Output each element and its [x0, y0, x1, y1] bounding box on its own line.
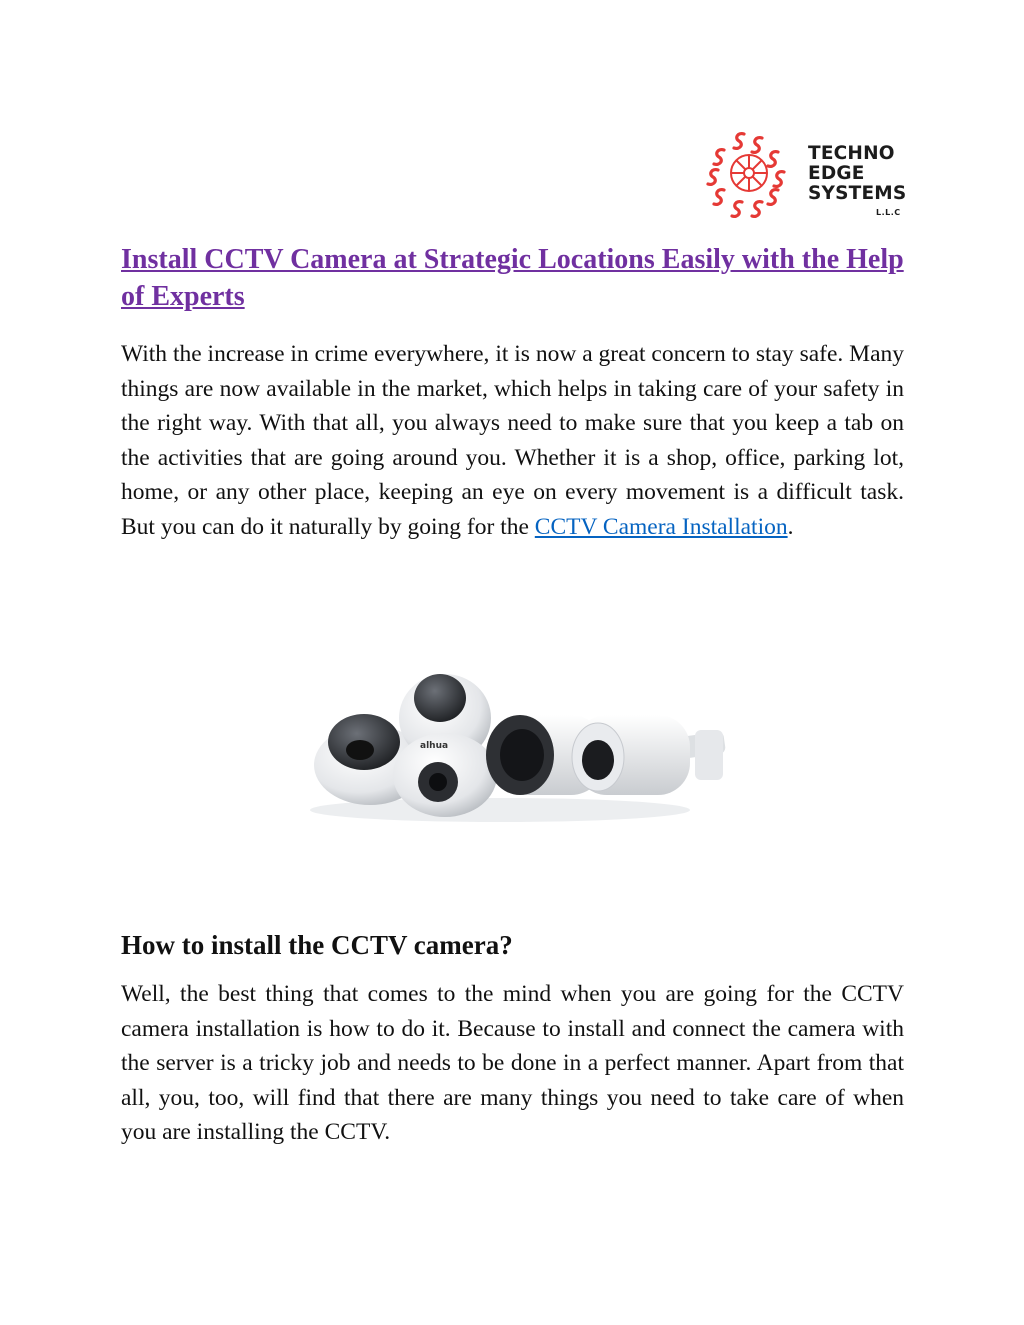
- intro-text: With the increase in crime everywhere, it is now a great concern to stay safe. Many things are now available in the market, which helps in taking care of your safety in the right way. With that all, you always need to make sure that you keep a tab on the activities that are going around you. Whether it is a shop, office, parking lot, home, or any other place, keeping an eye on every movement is a difficult task. But you can do it naturally by going for the: [121, 341, 904, 540]
- logo-line-2: EDGE: [808, 163, 865, 184]
- article-title[interactable]: Install CCTV Camera at Strategic Locations Easily with the Help of Experts: [121, 244, 904, 312]
- logo-line-1: TECHNO: [808, 143, 895, 164]
- intro-text-end: .: [787, 513, 794, 540]
- section-paragraph: Well, the best thing that comes to the mind when you are going for the CCTV camera installation is how to do it. Because to install and connect the camera with the server is a tricky job and needs to be done in a perfect manner. Apart from that all, you, too, will find that there are many things you need to take care of when you are installing the CCTV.: [121, 981, 904, 1145]
- logo-mark-icon: [704, 128, 794, 218]
- logo-wordmark: [808, 144, 906, 204]
- section-heading: How to install the CCTV camera?: [121, 930, 513, 960]
- bullet-camera-right: [572, 715, 726, 795]
- intro-paragraph: [121, 337, 904, 544]
- company-logo: [704, 128, 907, 220]
- eyeball-camera: [393, 733, 497, 817]
- logo-line-3: SYSTEMS: [808, 183, 907, 204]
- cctv-installation-link[interactable]: CCTV Camera Installation: [534, 513, 788, 540]
- cctv-cameras-photo: [300, 660, 740, 830]
- camera-brand: alhua: [420, 741, 449, 751]
- logo-suffix: L.L.C: [876, 208, 901, 217]
